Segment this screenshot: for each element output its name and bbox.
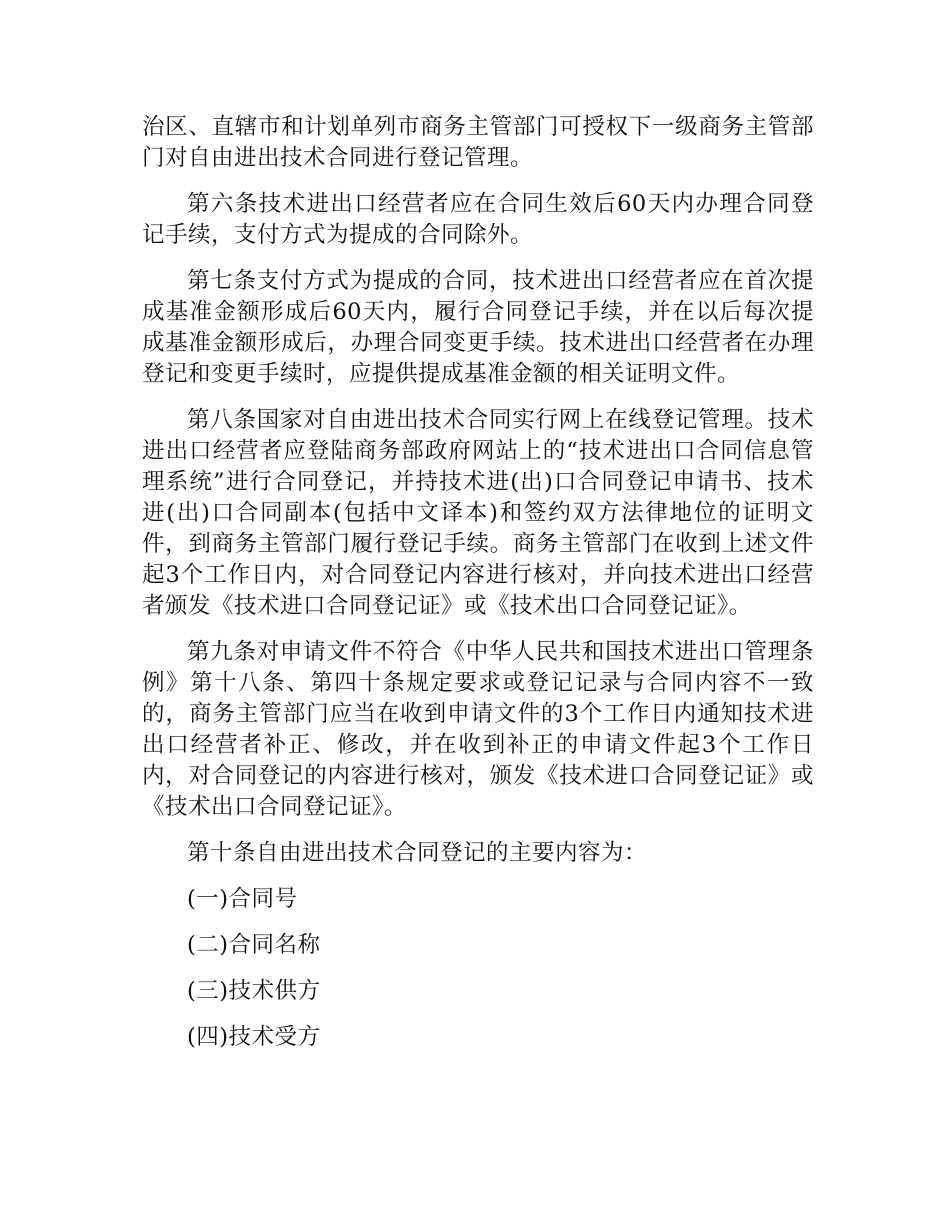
list-item-1: (一)合同号 bbox=[187, 886, 298, 912]
paragraph-continuation: 治区、直辖市和计划单列市商务主管部门可授权下一级商务主管部门对自由进出技术合同进行登记管理。 bbox=[142, 114, 814, 171]
paragraph-article-10: 第十条自由进出技术合同登记的主要内容为： bbox=[187, 840, 648, 866]
list-item-3: (三)技术供方 bbox=[187, 978, 321, 1004]
paragraph-article-6: 第六条技术进出口经营者应在合同生效后60天内办理合同登记手续，支付方式为提成的合同除外。 bbox=[142, 191, 814, 248]
paragraph-article-8: 第八条国家对自由进出技术合同实行网上在线登记管理。技术进出口经营者应登陆商务部政府网站上的“技术进出口合同信息管理系统”进行合同登记，并持技术进(出)口合同登记申请书、技术进(出)口合同副本(包括中文译本)和签约双方法律地位的证明文件，到商务主管部门履行登记手续。商务主管部门在收到上述文件起3个工作日内，对合同登记内容进行核对，并向技术进出口经营者颁发《技术进口合同登记证》或《技术出口合同登记证》。 bbox=[142, 407, 814, 619]
document-page bbox=[142, 112, 814, 1053]
list-item-2: (二)合同名称 bbox=[187, 932, 321, 958]
paragraph-article-9: 第九条对申请文件不符合《中华人民共和国技术进出口管理条例》第十八条、第四十条规定要求或登记记录与合同内容不一致的，商务主管部门应当在收到申请文件的3个工作日内通知技术进出口经营者补正、修改，并在收到补正的申请文件起3个工作日内，对合同登记的内容进行核对，颁发《技术进口合同登记证》或《技术出口合同登记证》。 bbox=[142, 639, 814, 820]
list-item-4: (四)技术受方 bbox=[187, 1024, 321, 1050]
paragraph-article-7: 第七条支付方式为提成的合同，技术进出口经营者应在首次提成基准金额形成后60天内，履行合同登记手续，并在以后每次提成基准金额形成后，办理合同变更手续。技术进出口经营者在办理登记和变更手续时，应提供提成基准金额的相关证明文件。 bbox=[142, 268, 814, 387]
